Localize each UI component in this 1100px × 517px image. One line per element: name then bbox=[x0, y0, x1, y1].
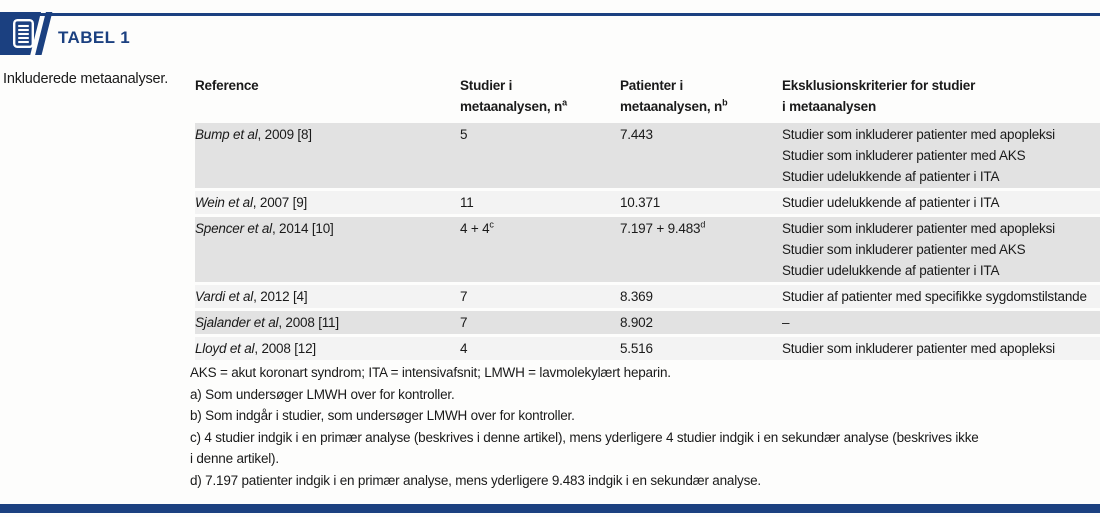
exclusions-cell: Studier af patienter med specifikke sygdomstilstande bbox=[782, 289, 1087, 304]
footnote-b: b) Som indgår i studier, som undersøger LMWH over for kontroller. bbox=[190, 408, 575, 423]
patients-cell: 5.516 bbox=[620, 341, 653, 356]
table-row bbox=[195, 337, 1100, 360]
metaanalyses-table bbox=[195, 75, 1100, 363]
exclusions-cell: Studier som inkluderer patienter med apopleksi Studier som inkluderer patienter med AKS Studier udelukkende af patienter i ITA bbox=[782, 221, 1055, 278]
patients-cell: 8.902 bbox=[620, 315, 653, 330]
table-row bbox=[195, 123, 1100, 188]
reference-cell: Vardi et al, 2012 [4] bbox=[195, 289, 308, 304]
table-badge bbox=[0, 12, 54, 55]
footnote-c-line1: c) 4 studier indgik i en primær analyse (beskrives i denne artikel), mens yderligere 4 studier indgik i en sekundær analyse (beskrives ikke bbox=[190, 429, 979, 445]
reference-cell: Wein et al, 2007 [9] bbox=[195, 195, 308, 210]
studies-cell: 7 bbox=[460, 315, 468, 330]
top-rule bbox=[0, 13, 1100, 16]
table-row bbox=[195, 217, 1100, 282]
table-caption: Inkluderede metaanalyser. bbox=[3, 71, 169, 87]
exclusions-cell: Studier udelukkende af patienter i ITA bbox=[782, 195, 1000, 210]
column-header-patients: Patienter i metaanalysen, $n^b$ bbox=[620, 78, 728, 114]
table-row bbox=[195, 311, 1100, 334]
table-row bbox=[195, 285, 1100, 308]
document-list-icon bbox=[13, 19, 34, 48]
studies-cell: 5 bbox=[460, 127, 468, 142]
reference-cell: Spencer et al, 2014 [10] bbox=[195, 221, 334, 236]
studies-cell: 7 bbox=[460, 289, 468, 304]
exclusions-cell: – bbox=[782, 315, 790, 330]
reference-cell: Bump et al, 2009 [8] bbox=[195, 127, 312, 142]
column-header-reference: Reference bbox=[195, 78, 259, 93]
column-header-exclusions: Eksklusionskriterier for studier i metaanalysen bbox=[782, 78, 976, 114]
bottom-rule bbox=[0, 504, 1100, 513]
studies-cell: $4 + 4^c$ bbox=[460, 219, 494, 236]
patients-cell: 7.197 + 9.483$^d$ bbox=[620, 219, 706, 236]
reference-cell: Lloyd et al, 2008 [12] bbox=[195, 341, 316, 356]
table-row bbox=[195, 191, 1100, 214]
footnotes bbox=[190, 362, 979, 491]
footnote-a: a) Som undersøger LMWH over for kontroller. bbox=[190, 386, 455, 402]
patients-cell: 10.371 bbox=[620, 195, 661, 210]
footnote-abbreviations: AKS = akut koronart syndrom; ITA = intensivafsnit; LMWH = lavmolekylært heparin. bbox=[190, 365, 671, 380]
exclusions-cell: Studier som inkluderer patienter med apopleksi bbox=[782, 341, 1055, 356]
reference-cell: Sjalander et al, 2008 [11] bbox=[195, 315, 339, 330]
patients-cell: 8.369 bbox=[620, 289, 653, 304]
studies-cell: 4 bbox=[460, 341, 468, 356]
table-header-row bbox=[195, 75, 1100, 123]
exclusions-cell: Studier som inkluderer patienter med apopleksi Studier som inkluderer patienter med AKS Studier udelukkende af patienter i ITA bbox=[782, 127, 1055, 184]
footnote-c-line2: i denne artikel). bbox=[190, 451, 279, 466]
patients-cell: 7.443 bbox=[620, 127, 653, 142]
table-badge-label: TABEL 1 bbox=[58, 28, 131, 47]
column-header-studies: Studier i metaanalysen, $n^a$ bbox=[460, 78, 567, 114]
studies-cell: 11 bbox=[460, 195, 474, 210]
footnote-d: d) 7.197 patienter indgik i en primær analyse, mens yderligere 9.483 indgik i en sekundær analyse. bbox=[190, 472, 761, 488]
